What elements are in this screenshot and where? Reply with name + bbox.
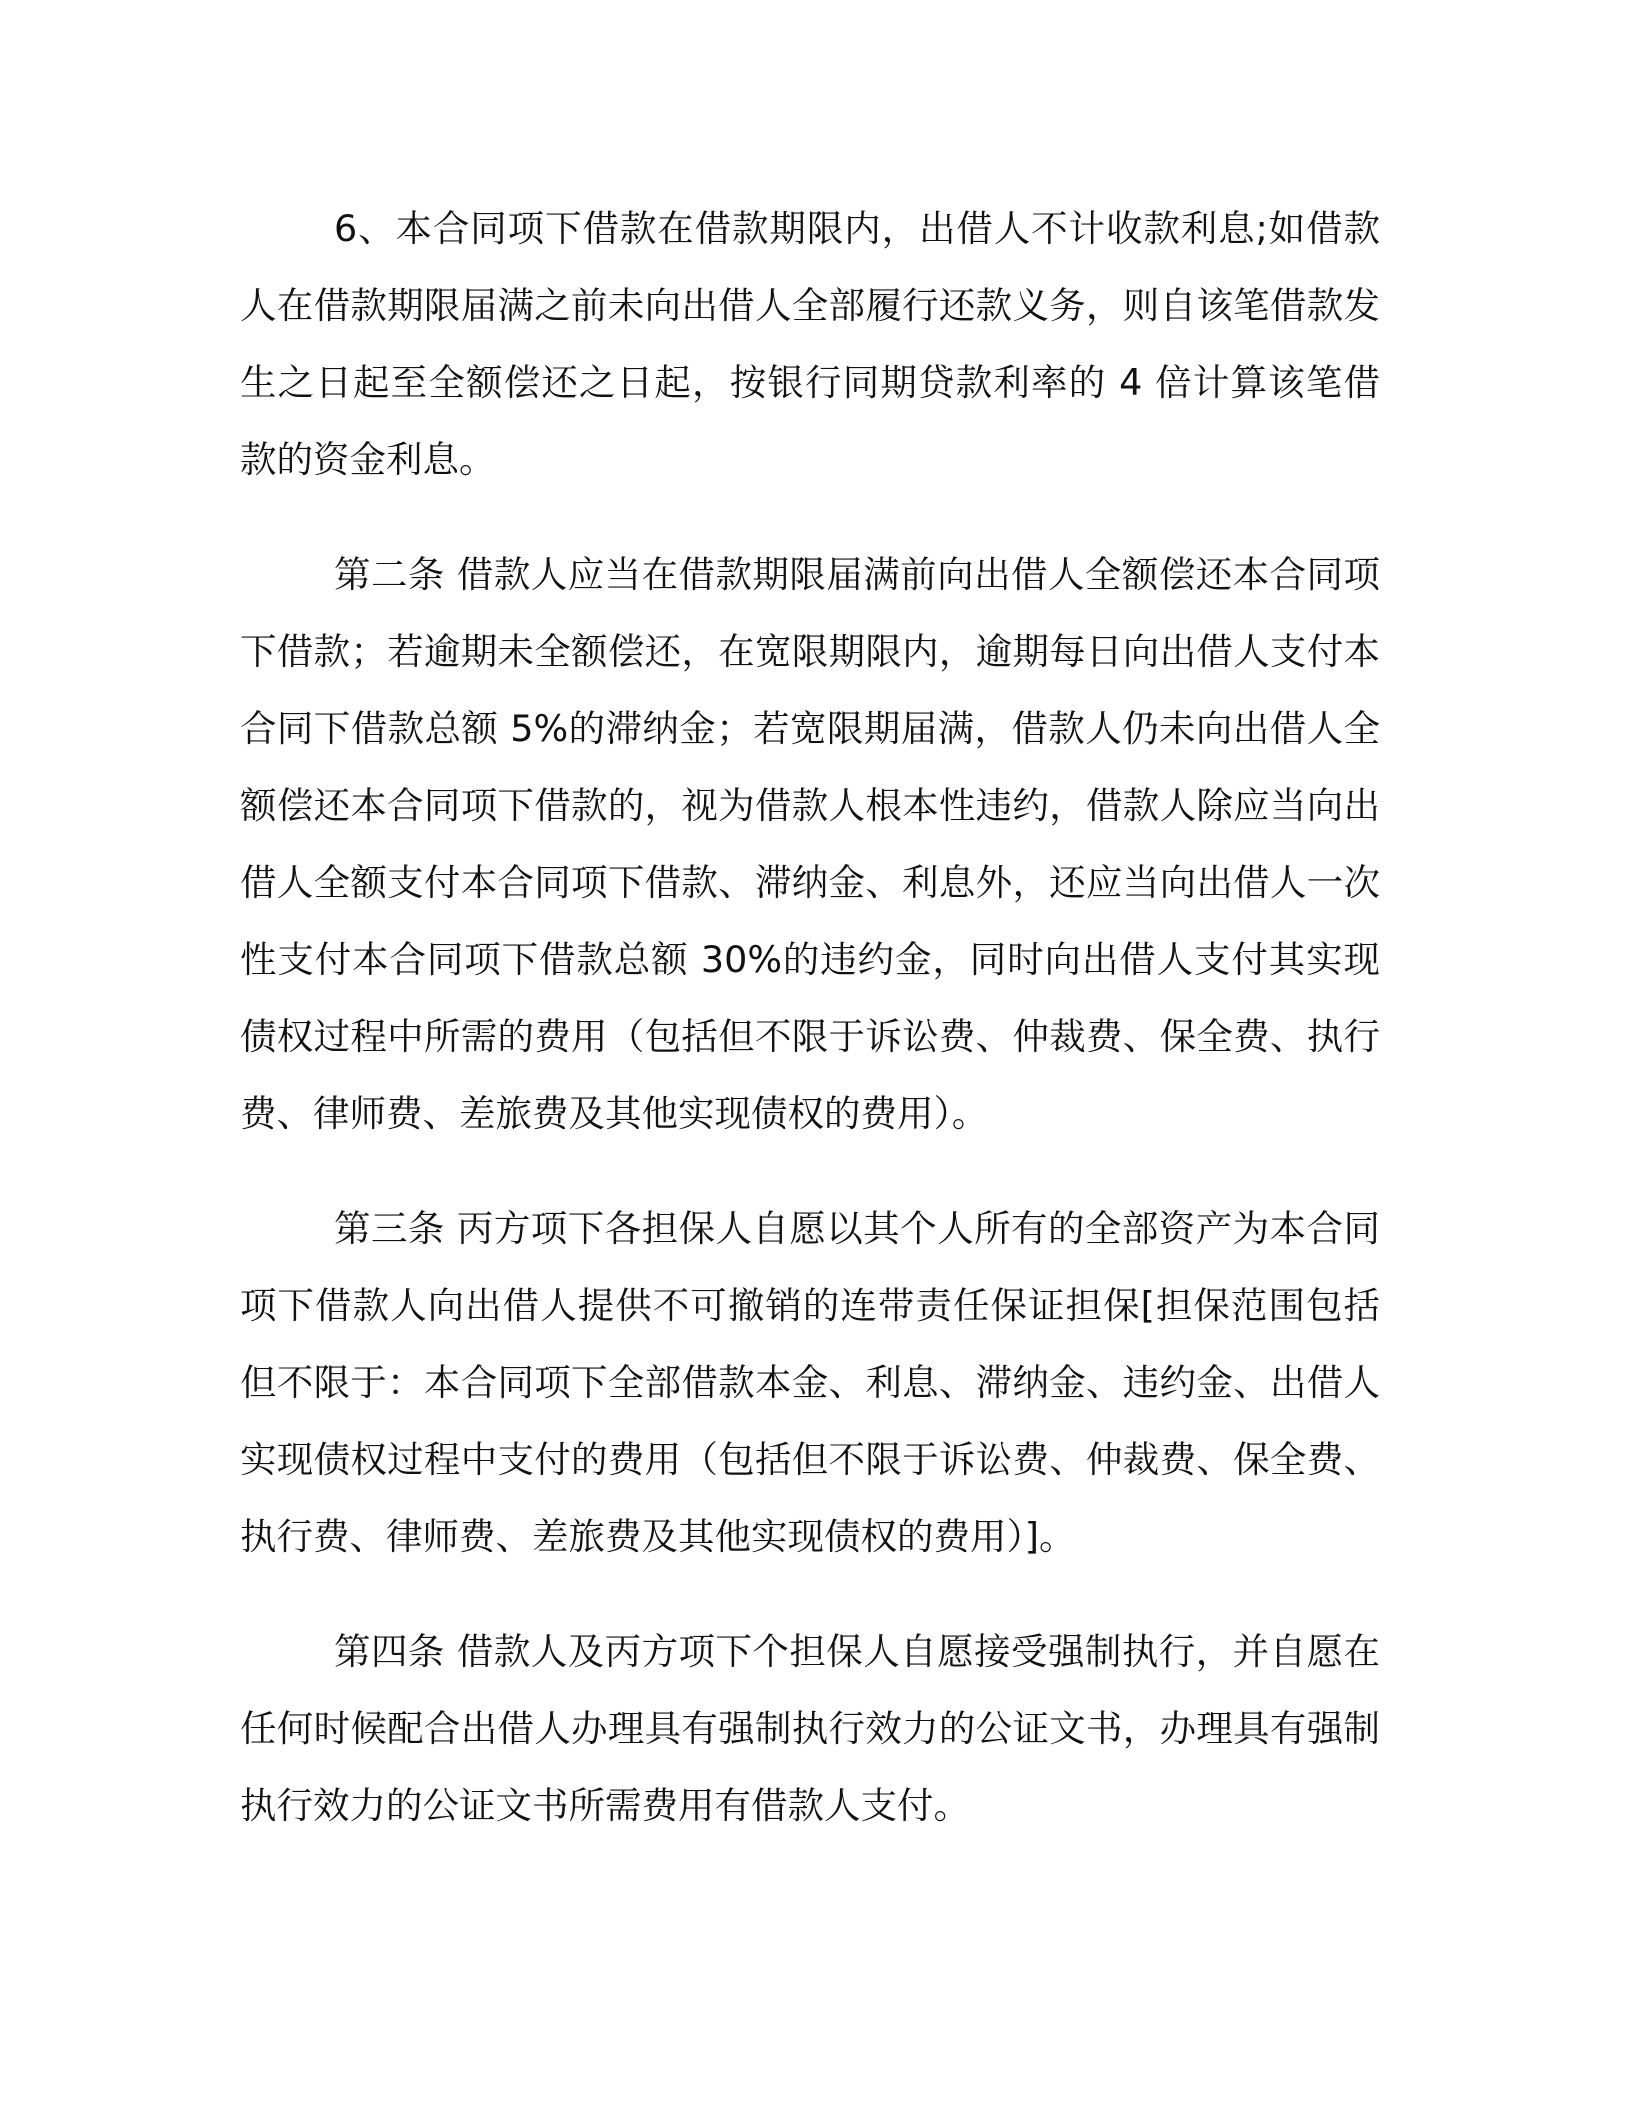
clause-paragraph-article-4: 第四条 借款人及丙方项下个担保人自愿接受强制执行，并自愿在任何时候配合出借人办理具有强制执行效力的公证文书，办理具有强制执行效力的公证文书所需费用有借款人支付。 (240, 1630, 1380, 1827)
clause-paragraph-article-3: 第三条 丙方项下各担保人自愿以其个人所有的全部资产为本合同项下借款人向出借人提供不可撤销的连带责任保证担保[担保范围包括但不限于：本合同项下全部借款本金、利息、滞纳金、违约金、出借人实现债权过程中支付的费用（包括但不限于诉讼费、仲裁费、保全费、执行费、律师费、差旅费及其他实现债权的费用）]。 (240, 1207, 1380, 1558)
document-body (240, 190, 1380, 1882)
clause-paragraph-interest: 6、本合同项下借款在借款期限内，出借人不计收款利息;如借款人在借款期限届满之前未向出借人全部履行还款义务，则自该笔借款发生之日起至全额偿还之日起，按银行同期贷款利率的 4 倍计算该笔借款的资金利息。 (240, 207, 1380, 481)
clause-paragraph-article-2: 第二条 借款人应当在借款期限届满前向出借人全额偿还本合同项下借款；若逾期未全额偿还，在宽限期限内，逾期每日向出借人支付本合同下借款总额 5%的滞纳金；若宽限期届满，借款人仍未向出借人全额偿还本合同项下借款的，视为借款人根本性违约，借款人除应当向出借人全额支付本合同项下借款、滞纳金、利息外，还应当向出借人一次性支付本合同项下借款总额 30%的违约金，同时向出借人支付其实现债权过程中所需的费用（包括但不限于诉讼费、仲裁费、保全费、执行费、律师费、差旅费及其他实现债权的费用）。 (240, 553, 1380, 1135)
